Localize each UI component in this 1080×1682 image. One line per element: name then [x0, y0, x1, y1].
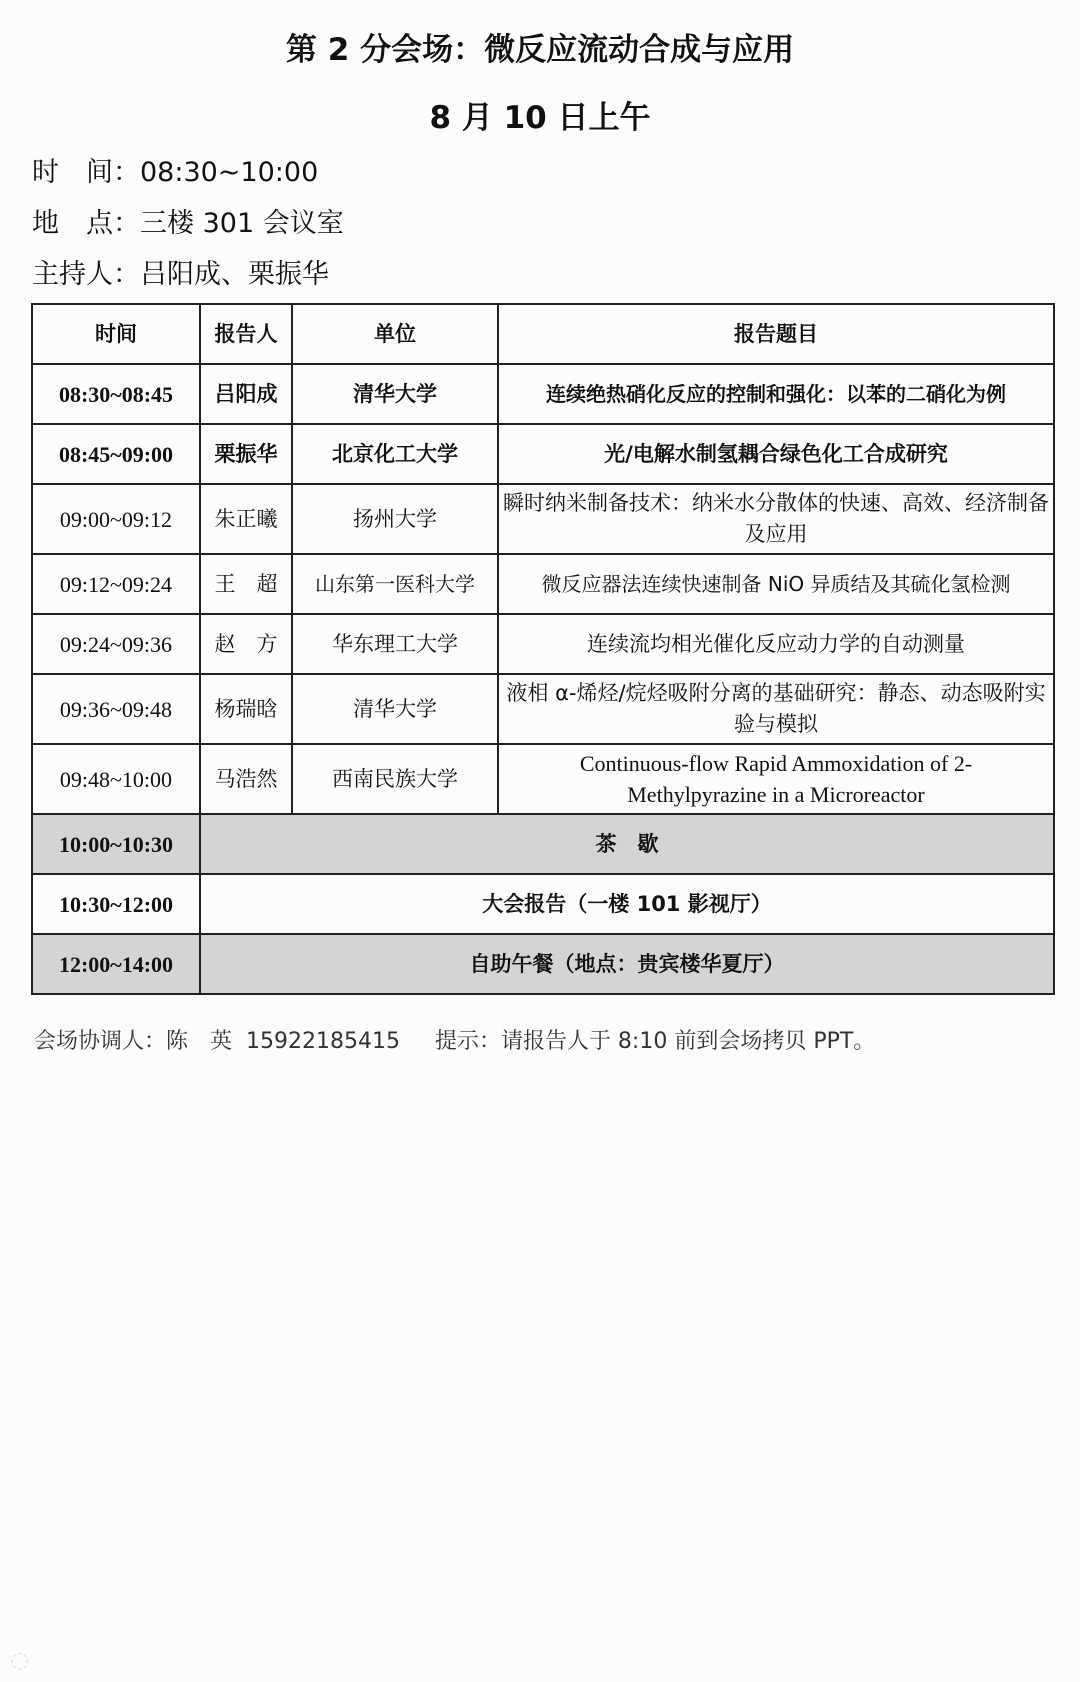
speaker-cell: 朱正曦 [200, 484, 292, 554]
break-label: 自助午餐（地点：贵宾楼华夏厅） [200, 934, 1054, 994]
header-cell: 报告人 [200, 304, 292, 364]
time-cell: 09:12~09:24 [32, 554, 200, 614]
coordinator-text: 会场协调人：陈 英 15922185415 [34, 1029, 400, 1054]
time-cell: 09:48~10:00 [32, 744, 200, 814]
info-host: 主持人：吕阳成、栗振华 [32, 259, 329, 290]
topic-cell: 连续绝热硝化反应的控制和强化：以苯的二硝化为例 [498, 364, 1054, 424]
time-cell: 12:00~14:00 [32, 934, 200, 994]
org-cell: 北京化工大学 [292, 424, 498, 484]
speaker-cell: 栗振华 [200, 424, 292, 484]
speaker-cell: 王 超 [200, 554, 292, 614]
org-cell: 山东第一医科大学 [292, 554, 498, 614]
page-title: 第 2 分会场：微反应流动合成与应用 [285, 32, 795, 68]
topic-cell: 连续流均相光催化反应动力学的自动测量 [498, 614, 1054, 674]
time-cell: 10:00~10:30 [32, 814, 200, 874]
header-cell: 时间 [32, 304, 200, 364]
topic-cell: 瞬时纳米制备技术：纳米水分散体的快速、高效、经济制备及应用 [498, 484, 1054, 554]
schedule-table [31, 303, 1055, 995]
info-place: 地 点：三楼 301 会议室 [32, 208, 344, 239]
watermark-logo: ◌ [10, 1648, 30, 1673]
org-cell: 华东理工大学 [292, 614, 498, 674]
table-row [32, 484, 1054, 554]
org-cell: 西南民族大学 [292, 744, 498, 814]
break-row [32, 934, 1054, 994]
time-cell: 09:24~09:36 [32, 614, 200, 674]
header-cell: 报告题目 [498, 304, 1054, 364]
time-cell: 09:00~09:12 [32, 484, 200, 554]
table-row [32, 744, 1054, 814]
table-row [32, 674, 1054, 744]
topic-cell: 微反应器法连续快速制备 NiO 异质结及其硫化氢检测 [498, 554, 1054, 614]
session-date: 8 月 10 日上午 [429, 100, 651, 136]
header-cell: 单位 [292, 304, 498, 364]
info-time: 时 间：08:30~10:00 [32, 157, 319, 188]
speaker-cell: 吕阳成 [200, 364, 292, 424]
topic-cell: 液相 α-烯烃/烷烃吸附分离的基础研究：静态、动态吸附实验与模拟 [498, 674, 1054, 744]
time-cell: 08:30~08:45 [32, 364, 200, 424]
speaker-cell: 赵 方 [200, 614, 292, 674]
topic-cell: Continuous-flow Rapid Ammoxidation of 2-Methylpyrazine in a Microreactor [498, 744, 1054, 814]
break-label: 大会报告（一楼 101 影视厅） [200, 874, 1054, 934]
org-cell: 清华大学 [292, 364, 498, 424]
speaker-cell: 马浩然 [200, 744, 292, 814]
speaker-cell: 杨瑞晗 [200, 674, 292, 744]
break-label: 茶 歇 [200, 814, 1054, 874]
table-row [32, 364, 1054, 424]
table-row [32, 554, 1054, 614]
org-cell: 清华大学 [292, 674, 498, 744]
org-cell: 扬州大学 [292, 484, 498, 554]
time-cell: 10:30~12:00 [32, 874, 200, 934]
topic-cell: 光/电解水制氢耦合绿色化工合成研究 [498, 424, 1054, 484]
break-row [32, 814, 1054, 874]
break-row [32, 874, 1054, 934]
footer-note [34, 1024, 875, 1055]
table-row [32, 614, 1054, 674]
table-row [32, 424, 1054, 484]
time-cell: 09:36~09:48 [32, 674, 200, 744]
time-cell: 08:45~09:00 [32, 424, 200, 484]
table-header-row [32, 304, 1054, 364]
tip-text: 提示：请报告人于 8:10 前到会场拷贝 PPT。 [434, 1029, 876, 1054]
